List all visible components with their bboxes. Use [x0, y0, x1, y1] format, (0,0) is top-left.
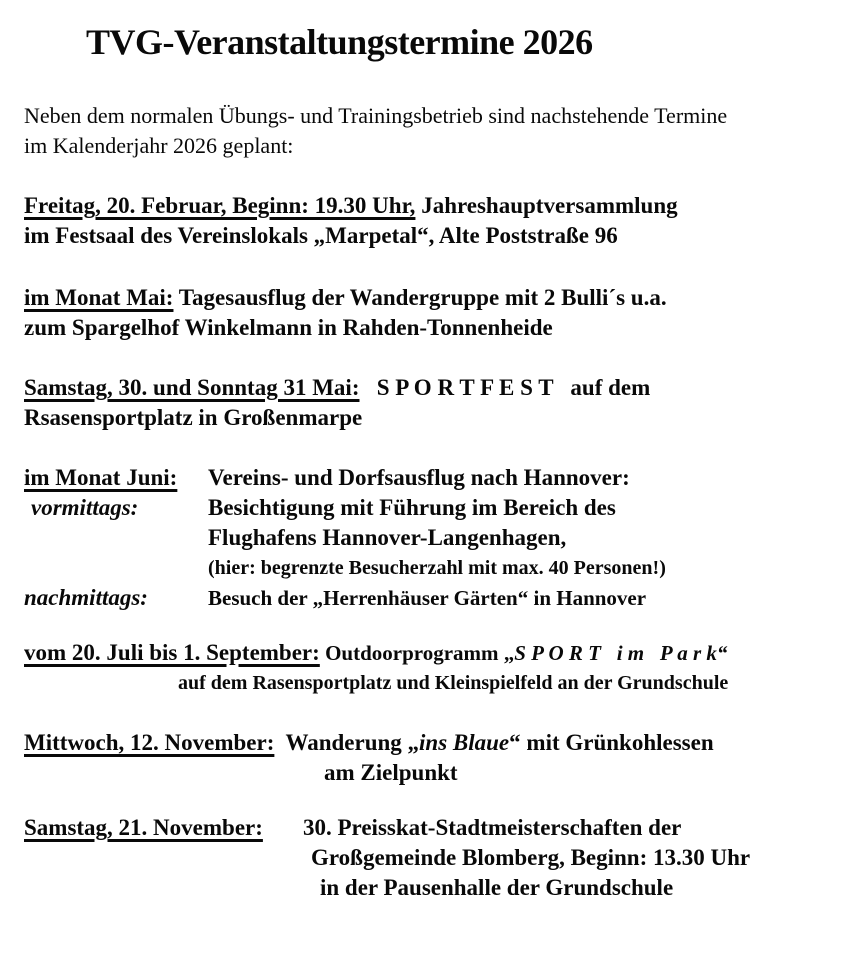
event-date-cell [24, 463, 208, 493]
event-line-2: Großgemeinde Blomberg, Beginn: 13.30 Uhr [311, 845, 751, 870]
morning-note: (hier: begrenzte Besucherzahl mit max. 40 Personen!) [208, 557, 666, 579]
event-tagesausflug-mai [24, 283, 842, 343]
event-location: im Festsaal des Vereinslokals „Marpetal“, Alte Poststraße 96 [24, 223, 618, 248]
event-date: Samstag, 21. November: [24, 815, 263, 840]
event-date-cell [24, 813, 303, 843]
empty-cell [24, 553, 208, 583]
event-line [24, 373, 842, 403]
program-name: S P O R T i m P a r k“ [514, 641, 728, 665]
event-line [24, 638, 842, 668]
event-sportfest [24, 373, 842, 433]
afternoon-text: Besuch der „Herrenhäuser Gärten“ in Hannover [208, 586, 647, 610]
event-location: Rsasensportplatz in Großenmarpe [24, 405, 363, 430]
event-description: Outdoorprogramm „ [319, 641, 515, 665]
document-page [0, 20, 866, 958]
page-title: TVG-Veranstaltungstermine 2026 [86, 22, 593, 62]
event-location: zum Spargelhof Winkelmann in Rahden-Tonnenheide [24, 315, 553, 340]
empty-cell [24, 523, 208, 553]
event-line [24, 728, 842, 758]
event-description: Tagesausflug der Wandergruppe mit 2 Bulli´s u.a. [173, 285, 667, 310]
event-line [24, 191, 842, 221]
event-line [24, 283, 842, 313]
event-description: Jahreshauptversammlung [415, 193, 678, 218]
event-preisskat [24, 813, 842, 903]
event-line-3: in der Pausenhalle der Grundschule [320, 875, 674, 900]
intro-line-2: im Kalenderjahr 2026 geplant: [24, 133, 294, 158]
event-date: im Monat Mai: [24, 285, 174, 310]
event-description-suffix: “ mit Grünkohlessen [509, 730, 714, 755]
afternoon-label: nachmittags: [24, 585, 148, 610]
event-title: Vereins- und Dorfsausflug nach Hannover: [208, 465, 630, 490]
event-description: S P O R T F E S T auf dem [359, 375, 651, 400]
empty-cell [24, 843, 303, 873]
event-date: Samstag, 30. und Sonntag 31 Mai: [24, 375, 360, 400]
event-date: Freitag, 20. Februar, Beginn: 19.30 Uhr, [24, 193, 416, 218]
event-dorfsausflug-juni [24, 463, 842, 613]
hike-name: ins Blaue [419, 730, 510, 755]
morning-line-2: Flughafens Hannover-Langenhagen, [208, 525, 567, 550]
event-sport-im-park [24, 638, 842, 698]
event-jahreshauptversammlung [24, 191, 842, 251]
event-date: vom 20. Juli bis 1. September: [24, 640, 320, 665]
event-wanderung-november [24, 728, 842, 788]
event-location: am Zielpunkt [324, 760, 458, 785]
event-date: im Monat Juni: [24, 465, 178, 490]
event-line-1: 30. Preisskat-Stadtmeisterschaften der [303, 815, 682, 840]
event-description: Wanderung „ [274, 730, 420, 755]
event-location: auf dem Rasensportplatz und Kleinspielfeld an der Grundschule [178, 672, 729, 694]
empty-cell [24, 873, 303, 903]
event-date: Mittwoch, 12. November: [24, 730, 275, 755]
intro-paragraph [24, 101, 842, 161]
intro-line-1: Neben dem normalen Übungs- und Trainingsbetrieb sind nachstehende Termine [24, 103, 728, 128]
morning-label: vormittags: [31, 495, 139, 520]
morning-line-1: Besichtigung mit Führung im Bereich des [208, 495, 616, 520]
